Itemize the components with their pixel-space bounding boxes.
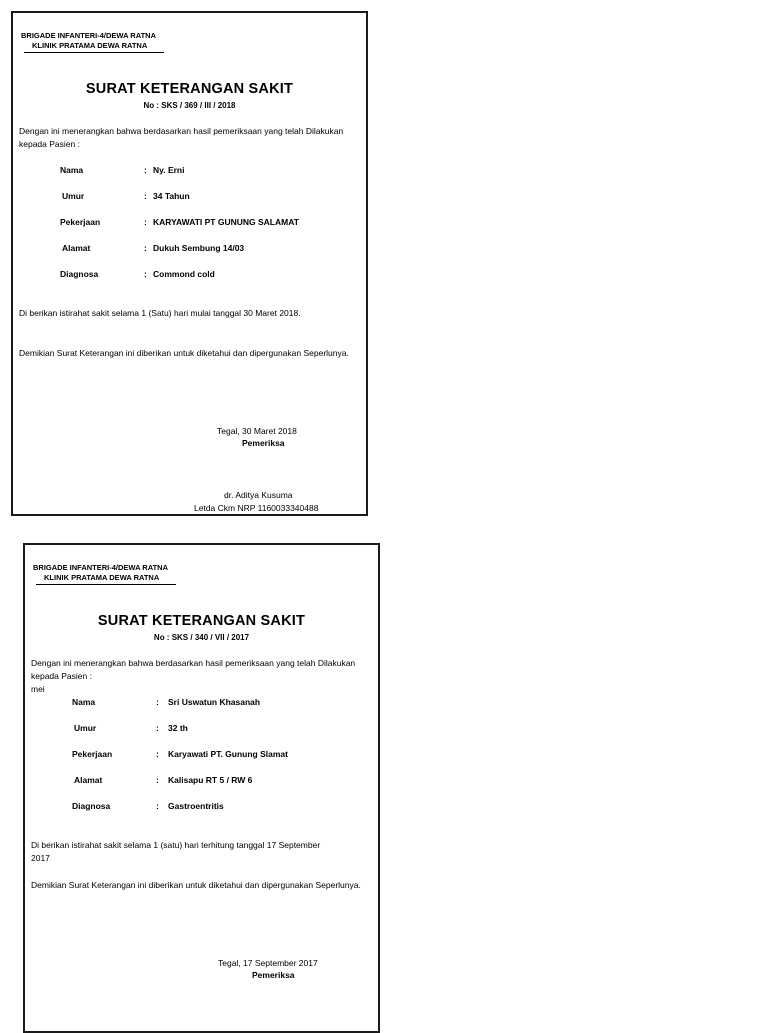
- field-separator: :: [144, 191, 147, 201]
- document-title: SURAT KETERANGAN SAKIT: [97, 613, 306, 629]
- document-number: No : SKS / 340 / VII / 2017: [153, 633, 250, 642]
- header-line-2: KLINIK PRATAMA DEWA RATNA: [44, 573, 160, 582]
- field-label: Diagnosa: [60, 269, 99, 279]
- field-value: Ny. Erni: [153, 165, 185, 175]
- field-label: Pekerjaan: [72, 749, 113, 759]
- field-label: Diagnosa: [72, 801, 111, 811]
- field-separator: :: [156, 775, 159, 785]
- field-label: Umur: [62, 191, 85, 201]
- intro-extra-text: mei: [31, 684, 45, 694]
- doctor-name: dr. Aditya Kusuma: [224, 490, 293, 500]
- field-value: 32 th: [168, 723, 188, 733]
- field-separator: :: [144, 217, 147, 227]
- header-underline: [36, 584, 176, 585]
- header-line-1: BRIGADE INFANTERI-4/DEWA RATNA: [33, 563, 168, 572]
- field-value: Dukuh Sembung 14/03: [153, 243, 245, 253]
- field-value: Kalisapu RT 5 / RW 6: [168, 775, 253, 785]
- field-value: Sri Uswatun Khasanah: [168, 697, 261, 707]
- field-value: Commond cold: [153, 269, 215, 279]
- rest-statement: Di berikan istirahat sakit selama 1 (Satu) hari mulai tanggal 30 Maret 2018.: [19, 308, 301, 318]
- examiner-label: Pemeriksa: [242, 438, 285, 448]
- place-date: Tegal, 30 Maret 2018: [217, 426, 297, 436]
- closing-statement: Demikian Surat Keterangan ini diberikan untuk diketahui dan dipergunakan Seperlunya.: [31, 880, 361, 890]
- closing-statement: Demikian Surat Keterangan ini diberikan untuk diketahui dan dipergunakan Seperlunya.: [19, 348, 349, 358]
- sick-letter-document-1: [11, 11, 368, 516]
- header-underline: [24, 52, 164, 53]
- examiner-label: Pemeriksa: [252, 970, 295, 980]
- doctor-rank-nrp: Letda Ckm NRP 1160033340488: [194, 503, 319, 513]
- field-separator: :: [144, 269, 147, 279]
- sick-letter-document-2: [23, 543, 380, 1033]
- field-separator: :: [156, 801, 159, 811]
- clinic-header: [21, 31, 156, 51]
- field-label: Nama: [72, 697, 96, 707]
- field-separator: :: [156, 697, 159, 707]
- document-number: No : SKS / 369 / III / 2018: [143, 101, 236, 110]
- intro-text: Dengan ini menerangkan bahwa berdasarkan hasil pemeriksaan yang telah Dilakukan kepada Pasien :: [19, 126, 344, 149]
- field-separator: :: [144, 243, 147, 253]
- rest-statement: Di berikan istirahat sakit selama 1 (satu) hari terhitung tanggal 17 September 2017: [31, 840, 321, 863]
- place-date: Tegal, 17 September 2017: [218, 958, 318, 968]
- clinic-header: [33, 563, 168, 583]
- field-value: KARYAWATI PT GUNUNG SALAMAT: [153, 217, 299, 227]
- field-value: Gastroentritis: [168, 801, 224, 811]
- field-separator: :: [156, 723, 159, 733]
- field-separator: :: [144, 165, 147, 175]
- header-line-1: BRIGADE INFANTERI-4/DEWA RATNA: [21, 31, 156, 40]
- field-value: 34 Tahun: [153, 191, 190, 201]
- field-value: Karyawati PT. Gunung Slamat: [168, 749, 288, 759]
- document-title: SURAT KETERANGAN SAKIT: [85, 81, 294, 97]
- header-line-2: KLINIK PRATAMA DEWA RATNA: [32, 41, 148, 50]
- field-label: Alamat: [74, 775, 103, 785]
- field-label: Nama: [60, 165, 84, 175]
- field-label: Umur: [74, 723, 97, 733]
- intro-text: Dengan ini menerangkan bahwa berdasarkan hasil pemeriksaan yang telah Dilakukan kepada Pasien :: [31, 658, 356, 681]
- field-label: Alamat: [62, 243, 91, 253]
- field-separator: :: [156, 749, 159, 759]
- field-label: Pekerjaan: [60, 217, 101, 227]
